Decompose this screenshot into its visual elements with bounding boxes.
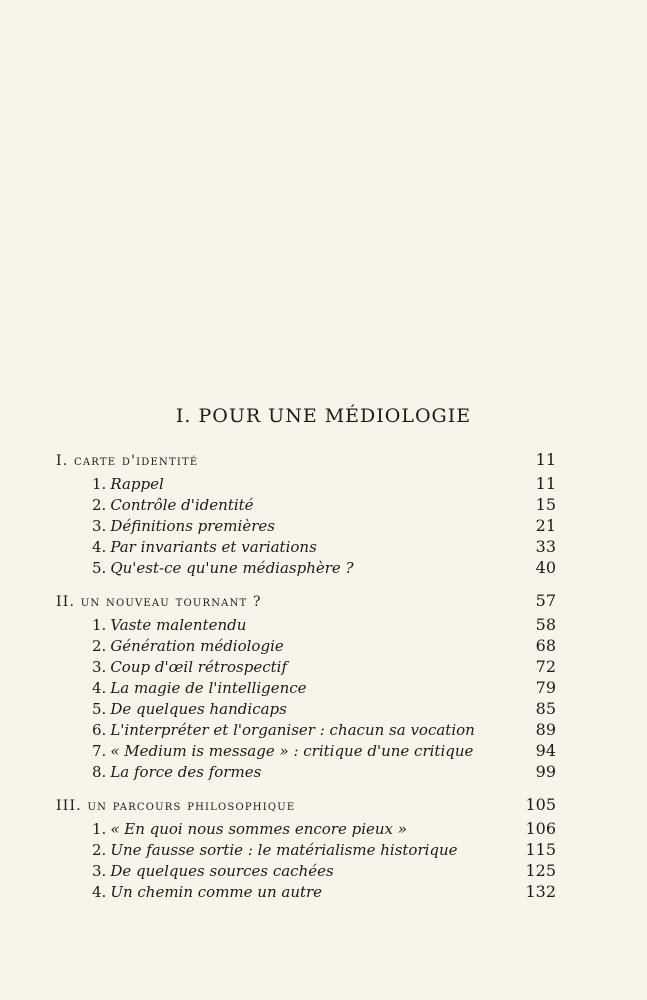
entry-title: La force des formes xyxy=(110,763,262,781)
entry-page-number: 125 xyxy=(525,861,556,880)
toc-entry xyxy=(56,699,556,720)
toc-entry xyxy=(56,495,556,516)
toc-entry xyxy=(56,474,556,495)
entry-page-number: 132 xyxy=(525,882,556,901)
entry-page-number: 99 xyxy=(535,762,556,781)
toc-entry xyxy=(56,636,556,657)
chapter-2 xyxy=(56,591,556,783)
toc-entry xyxy=(56,615,556,636)
toc-entry xyxy=(56,537,556,558)
entry-page-number: 85 xyxy=(535,699,556,718)
entry-page-number: 33 xyxy=(535,537,556,556)
chapter-title: III. un parcours philosophique xyxy=(56,798,296,814)
entry-title: L'interpréter et l'organiser : chacun sa vocation xyxy=(110,721,475,739)
chapter-1 xyxy=(56,450,556,579)
entry-title: Coup d'œil rétrospectif xyxy=(110,658,288,676)
entry-title: « En quoi nous sommes encore pieux » xyxy=(110,820,407,838)
entry-number: 8. xyxy=(92,763,107,781)
entry-number: 4. xyxy=(92,538,107,556)
section-list xyxy=(56,819,556,903)
toc-entry xyxy=(56,861,556,882)
toc-entry xyxy=(56,720,556,741)
chapter-3 xyxy=(56,795,556,903)
entry-number: 2. xyxy=(92,841,107,859)
entry-title: Un chemin comme un autre xyxy=(110,883,323,901)
chapter-page-number: 105 xyxy=(525,795,556,814)
entry-number: 1. xyxy=(92,820,107,838)
entry-number: 2. xyxy=(92,637,107,655)
toc-entry xyxy=(56,516,556,537)
chapter-page-number: 11 xyxy=(535,450,556,469)
chapter-title: I. carte d'identité xyxy=(56,453,199,469)
entry-title: Rappel xyxy=(110,475,164,493)
part-title: I. POUR UNE MÉDIOLOGIE xyxy=(175,405,472,427)
entry-page-number: 79 xyxy=(535,678,556,697)
entry-title: Par invariants et variations xyxy=(110,538,317,556)
toc-entry xyxy=(56,762,556,783)
entry-number: 4. xyxy=(92,679,107,697)
toc-entry xyxy=(56,657,556,678)
toc-entry xyxy=(56,819,556,840)
toc-entry xyxy=(56,882,556,903)
entry-number: 1. xyxy=(92,616,107,634)
entry-page-number: 89 xyxy=(535,720,556,739)
entry-page-number: 106 xyxy=(525,819,556,838)
toc-entry xyxy=(56,741,556,762)
entry-page-number: 94 xyxy=(535,741,556,760)
entry-page-number: 115 xyxy=(525,840,556,859)
entry-number: 6. xyxy=(92,721,107,739)
entry-number: 3. xyxy=(92,658,107,676)
entry-page-number: 40 xyxy=(535,558,556,577)
section-list xyxy=(56,474,556,579)
chapter-heading xyxy=(56,450,556,472)
entry-title: De quelques handicaps xyxy=(110,700,287,718)
entry-number: 1. xyxy=(92,475,107,493)
chapter-title: II. un nouveau tournant ? xyxy=(56,594,262,610)
entry-title: « Medium is message » : critique d'une critique xyxy=(110,742,474,760)
toc-entry xyxy=(56,678,556,699)
entry-number: 3. xyxy=(92,862,107,880)
toc-entry xyxy=(56,558,556,579)
entry-title: Qu'est-ce qu'une médiasphère ? xyxy=(110,559,354,577)
entry-number: 7. xyxy=(92,742,107,760)
entry-number: 4. xyxy=(92,883,107,901)
entry-title: Vaste malentendu xyxy=(110,616,247,634)
entry-page-number: 72 xyxy=(535,657,556,676)
entry-page-number: 11 xyxy=(535,474,556,493)
entry-title: La magie de l'intelligence xyxy=(110,679,307,697)
entry-number: 2. xyxy=(92,496,107,514)
table-of-contents xyxy=(56,450,556,915)
entry-page-number: 21 xyxy=(535,516,556,535)
entry-title: Définitions premières xyxy=(110,517,275,535)
entry-title: Une fausse sortie : le matérialisme historique xyxy=(110,841,458,859)
entry-page-number: 58 xyxy=(535,615,556,634)
entry-number: 5. xyxy=(92,559,107,577)
entry-number: 3. xyxy=(92,517,107,535)
chapter-page-number: 57 xyxy=(535,591,556,610)
entry-title: Contrôle d'identité xyxy=(110,496,254,514)
entry-page-number: 15 xyxy=(535,495,556,514)
entry-number: 5. xyxy=(92,700,107,718)
entry-page-number: 68 xyxy=(535,636,556,655)
entry-title: Génération médiologie xyxy=(110,637,284,655)
toc-entry xyxy=(56,840,556,861)
entry-title: De quelques sources cachées xyxy=(110,862,334,880)
chapter-heading xyxy=(56,591,556,613)
section-list xyxy=(56,615,556,783)
chapter-heading xyxy=(56,795,556,817)
